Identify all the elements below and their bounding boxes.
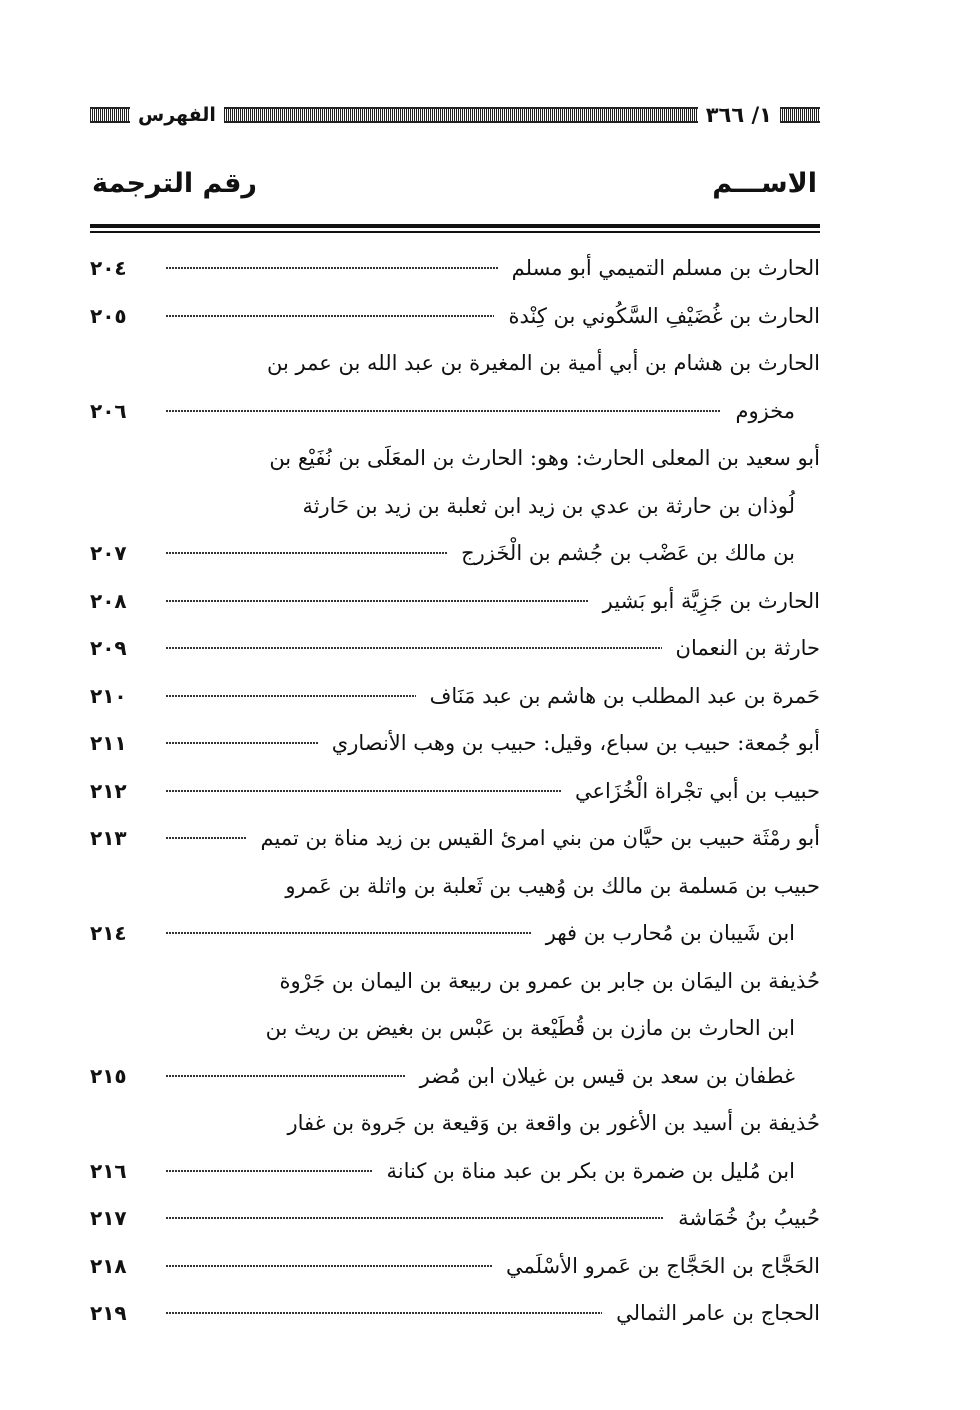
leader-dots bbox=[166, 1075, 406, 1077]
entry-number: ٢١٣ bbox=[90, 826, 127, 850]
entry-name: الحارث بن مسلم التميمي أبو مسلم bbox=[511, 256, 820, 280]
entry-name: ابن الحارث بن مازن بن قُطَيْعة بن عَبْس بن بغيض بن ريث بن bbox=[265, 1016, 795, 1040]
heading-rule bbox=[90, 224, 820, 228]
leader-dots bbox=[166, 600, 589, 602]
entry-name: حُذيفة بن أسيد بن الأغور بن واقعة بن وَقيعة بن جَروة بن غفار bbox=[287, 1111, 820, 1135]
index-entry-line bbox=[90, 624, 820, 672]
section-title: الفهرس bbox=[138, 104, 216, 126]
entry-name: الحارث بن هشام بن أبي أمية بن المغيرة بن عبد الله بن عمر بن bbox=[267, 351, 820, 375]
entry-name: غطفان بن سعد بن قيس بن غيلان ابن مُضر bbox=[419, 1063, 795, 1088]
running-header bbox=[90, 100, 820, 130]
leader-dots bbox=[166, 267, 498, 269]
leader-dots bbox=[166, 410, 721, 412]
entry-name: الحَجَّاج بن الحَجَّاج بن عَمرو الأسْلَمي bbox=[505, 1253, 820, 1278]
heading-rule bbox=[90, 231, 820, 233]
index-entry-line bbox=[90, 529, 820, 577]
name-column-heading: الاســـم bbox=[712, 168, 817, 199]
index-entry-line bbox=[90, 1052, 820, 1100]
entry-name: أبو رمْثَة حبيب بن حيَّان من بني امرئ القيس بن زيد مناة بن تميم bbox=[260, 826, 820, 850]
entry-number: ٢٠٩ bbox=[90, 636, 127, 660]
entry-number: ٢٠٥ bbox=[90, 303, 127, 328]
index-entry-line bbox=[90, 767, 820, 815]
entry-name: ابن مُليل بن ضمرة بن بكر بن عبد مناة بن كنانة bbox=[386, 1158, 795, 1183]
leader-dots bbox=[166, 932, 532, 934]
entry-number: ٢٠٤ bbox=[90, 256, 127, 280]
entry-number: ٢٠٦ bbox=[90, 398, 127, 423]
index-entry-line bbox=[90, 577, 820, 625]
entry-number: ٢٠٧ bbox=[90, 541, 127, 565]
entry-name: الحارث بن جَزِيَّة أبو بَشير bbox=[602, 588, 820, 613]
entry-name: الحارث بن غُضَيْفِ السَّكُوني بن كِنْدة bbox=[508, 303, 820, 328]
leader-dots bbox=[166, 552, 447, 554]
entry-name: حارثة بن النعمان bbox=[675, 636, 820, 660]
entry-name: حُبيبُ بنُ خُمَاشة bbox=[678, 1206, 820, 1230]
index-entry-line bbox=[90, 1289, 820, 1337]
header-ornament bbox=[224, 107, 698, 123]
index-entry-line bbox=[90, 1242, 820, 1290]
index-entry-line bbox=[90, 1194, 820, 1242]
entry-number: ٢١٥ bbox=[90, 1063, 127, 1088]
index-entry-line bbox=[90, 862, 820, 910]
leader-dots bbox=[166, 742, 318, 744]
entry-number: ٢١٤ bbox=[90, 921, 127, 945]
entry-number: ٢١٩ bbox=[90, 1301, 127, 1325]
index-entry-line bbox=[90, 387, 820, 435]
entry-name: الحجاج بن عامر الثمالي bbox=[616, 1301, 820, 1325]
header-ornament bbox=[780, 107, 820, 123]
entry-name: أبو جُمعة: حبيب بن سباع، وقيل: حبيب بن وهب الأنصاري bbox=[331, 731, 820, 755]
entry-name: حَمرة بن عبد المطلب بن هاشم بن عبد مَنَاف bbox=[429, 683, 820, 708]
index-entry-line bbox=[90, 1099, 820, 1147]
leader-dots bbox=[166, 837, 247, 839]
entry-number: ٢٠٨ bbox=[90, 588, 127, 613]
entry-number: ٢١١ bbox=[90, 731, 127, 755]
entry-number: ٢١٢ bbox=[90, 778, 127, 803]
leader-dots bbox=[166, 1217, 664, 1219]
entry-name: حبيب بن أبي تجْراة الْخُزَاعي bbox=[574, 778, 820, 803]
leader-dots bbox=[166, 1265, 492, 1267]
index-entry-line bbox=[90, 292, 820, 340]
entry-name: حبيب بن مَسلمة بن مالك بن وُهيب بن ثَعلبة بن واثلة بن عَمرو bbox=[285, 873, 820, 898]
index-entry-line bbox=[90, 1004, 820, 1052]
entry-number: ٢١٨ bbox=[90, 1253, 127, 1278]
entry-name: بن مالك بن عَضْب بن جُشم بن الْخَزرج bbox=[461, 541, 795, 565]
entry-number: ٢١٧ bbox=[90, 1206, 127, 1230]
leader-dots bbox=[166, 315, 494, 317]
leader-dots bbox=[166, 790, 561, 792]
index-entry-line bbox=[90, 244, 820, 292]
page-number: ١/ ٣٦٦ bbox=[705, 103, 772, 127]
index-entry-line bbox=[90, 957, 820, 1005]
index-entry-line bbox=[90, 909, 820, 957]
index-entry-line bbox=[90, 1147, 820, 1195]
entry-name: مخزوم bbox=[735, 398, 795, 423]
entry-name: ابن شَيبان بن مُحارب بن فهر bbox=[545, 921, 795, 945]
entry-number: ٢١٠ bbox=[90, 683, 127, 708]
index-entry-line bbox=[90, 482, 820, 530]
leader-dots bbox=[166, 1312, 602, 1314]
index-entry-line bbox=[90, 719, 820, 767]
leader-dots bbox=[166, 695, 416, 697]
entry-name: حُذيفة بن اليمَان بن جابر بن عمرو بن ربيعة بن اليمان بن جَرْوة bbox=[279, 968, 820, 993]
index-entry-line bbox=[90, 672, 820, 720]
entry-number: ٢١٦ bbox=[90, 1158, 127, 1183]
index-entry-line bbox=[90, 814, 820, 862]
header-ornament bbox=[90, 107, 130, 123]
leader-dots bbox=[166, 647, 662, 649]
index-entry-line bbox=[90, 339, 820, 387]
index-entry-line bbox=[90, 434, 820, 482]
leader-dots bbox=[166, 1170, 373, 1172]
number-column-heading: رقم الترجمة bbox=[92, 168, 257, 199]
entry-name: أبو سعيد بن المعلى الحارث: وهو: الحارث بن المعَلَى بن نُفَيْع بن bbox=[269, 446, 820, 470]
entry-name: لُوذان بن حارثة بن عدي بن زيد ابن ثعلبة بن زيد بن حَارثة bbox=[302, 493, 795, 518]
